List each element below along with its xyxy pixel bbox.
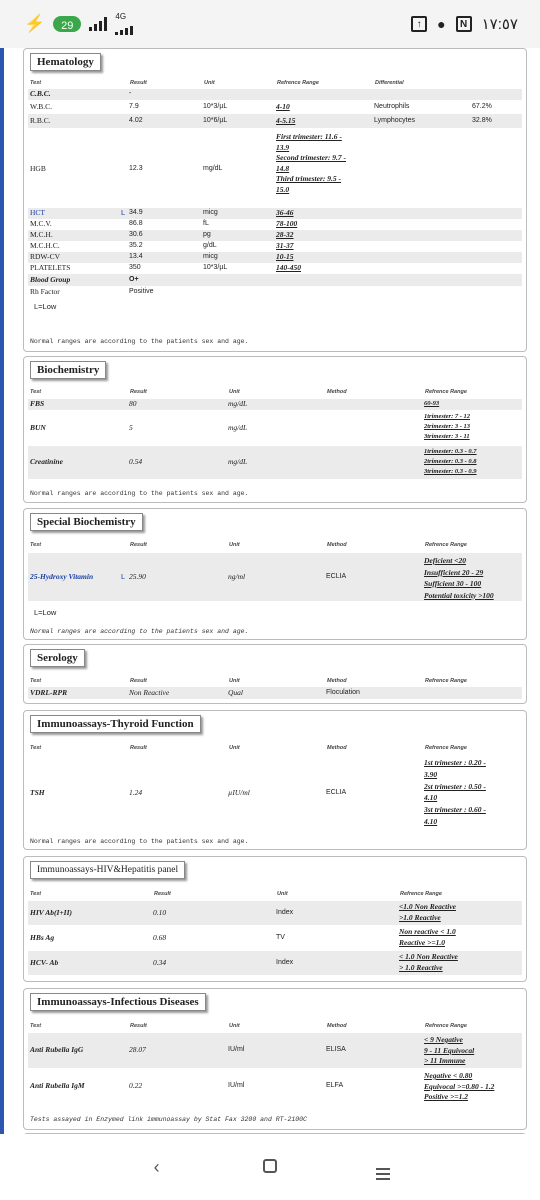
test-result: Positive <box>129 288 154 295</box>
test-name: M.C.H. <box>30 230 53 239</box>
table-row <box>28 89 522 100</box>
test-result: Non Reactive <box>129 688 170 697</box>
table-row <box>28 208 522 219</box>
table-row <box>28 411 522 445</box>
header-result: Result <box>130 678 147 684</box>
test-unit: micg <box>203 209 218 216</box>
menu-icon <box>376 1168 390 1180</box>
table-row <box>28 926 522 950</box>
test-range: 10-15 <box>276 252 294 261</box>
network-type: 4G <box>115 12 127 21</box>
test-method: ECLIA <box>326 789 347 796</box>
test-range: 36-46 <box>276 208 294 217</box>
section-title: Special Biochemistry <box>30 513 143 531</box>
test-name: FBS <box>30 399 45 408</box>
test-name: HBs Ag <box>30 933 55 942</box>
test-name: PLATELETS <box>30 263 71 272</box>
header-unit: Unit <box>229 745 240 751</box>
section-title: Serology <box>30 649 85 667</box>
test-range: Negative < 0.80 Equivocal >=0.80 - 1.2 Positive >=1.2 <box>424 1071 495 1101</box>
test-result: 1.24 <box>129 788 143 797</box>
header-method: Method <box>327 1023 347 1029</box>
header-unit: Unit <box>204 80 215 86</box>
header-method: Method <box>327 745 347 751</box>
test-result: 34.9 <box>129 209 143 216</box>
header-method: Method <box>327 542 347 548</box>
table-row <box>28 219 522 230</box>
test-result: 80 <box>129 399 137 408</box>
test-unit: TV <box>276 934 285 941</box>
test-range: Deficient <20 Insufficient 20 - 29 Sufficient 30 - 100 Potential toxicity >100 <box>424 556 494 600</box>
test-name: Anti Rubella IgM <box>30 1081 85 1090</box>
test-result: O+ <box>129 276 139 283</box>
clock: ١٧:٥٧ <box>481 16 518 33</box>
test-result: 35.2 <box>129 242 143 249</box>
legend-low: L=Low <box>34 302 57 311</box>
test-unit: IU/ml <box>228 1082 245 1089</box>
test-range: < 1.0 Non Reactive > 1.0 Reactive <box>399 952 458 972</box>
header-unit: Unit <box>229 542 240 548</box>
back-button[interactable]: ‹ <box>153 1156 160 1177</box>
test-unit: mg/dL <box>228 457 248 466</box>
header-test: Test <box>30 891 42 897</box>
table-row <box>28 951 522 975</box>
test-result: 350 <box>129 264 141 271</box>
header-test: Test <box>30 389 42 395</box>
table-row <box>28 230 522 241</box>
header-result: Result <box>130 542 147 548</box>
special-biochemistry-card <box>23 508 527 640</box>
header-unit: Unit <box>229 1023 240 1029</box>
table-row <box>28 252 522 263</box>
home-icon <box>263 1159 277 1173</box>
test-unit: IU/ml <box>228 1046 245 1053</box>
test-result: 0.34 <box>153 958 167 967</box>
test-range: Non reactive < 1.0 Reactive >=1.0 <box>399 927 456 947</box>
table-row <box>28 241 522 252</box>
hematology-card <box>23 48 527 352</box>
table-row <box>28 446 522 479</box>
battery-indicator: 29 <box>53 16 81 32</box>
test-unit: mg/dL <box>228 423 248 432</box>
test-result: 86.8 <box>129 220 143 227</box>
header-test: Test <box>30 678 42 684</box>
upload-icon: ↑ <box>411 16 427 32</box>
footnote: Normal ranges are according to the patients sex and age. <box>30 628 249 635</box>
test-name: Blood Group <box>30 275 71 284</box>
test-range: < 9 Negative 9 - 11 Equivocal > 11 Immune <box>424 1035 475 1065</box>
test-unit: 10*3/µL <box>203 103 228 110</box>
header-range: Refrence Range <box>425 678 467 684</box>
header-method: Method <box>327 389 347 395</box>
header-result: Result <box>130 389 147 395</box>
footnote: Tests assayed in Enzymed link immunoassay by Stat Fax 3200 and RT-2100C <box>30 1116 307 1123</box>
test-name: RDW-CV <box>30 252 60 261</box>
test-range: <1.0 Non Reactive >1.0 Reactive <box>399 902 456 922</box>
test-range: 1st trimester : 0.20 - 3.90 2st trimester : 0.50 - 4.10 3st trimester : 0.60 - 4.10 <box>424 758 486 826</box>
test-name: Rh Factor <box>30 287 60 296</box>
test-result: 0.22 <box>129 1081 143 1090</box>
header-result: Result <box>154 891 171 897</box>
test-unit: ng/ml <box>228 572 246 581</box>
recents-button[interactable] <box>363 1154 403 1180</box>
test-result: 12.3 <box>129 165 143 172</box>
test-result: 0.68 <box>153 933 167 942</box>
system-navigation-bar <box>0 1134 540 1200</box>
table-row <box>28 901 522 925</box>
header-method: Method <box>327 678 347 684</box>
differential-value: 32.8% <box>472 117 492 124</box>
thyroid-card <box>23 710 527 850</box>
test-range: 28-32 <box>276 230 294 239</box>
status-bar <box>0 0 540 48</box>
test-unit: fL <box>203 220 209 227</box>
table-row <box>28 286 522 298</box>
test-result: 25.90 <box>129 572 146 581</box>
header-unit: Unit <box>229 389 240 395</box>
header-unit: Unit <box>229 678 240 684</box>
test-unit: 10*3/µL <box>203 264 228 271</box>
signal-icon-2 <box>115 21 133 35</box>
section-title: Immunoassays-Thyroid Function <box>30 715 201 733</box>
test-method: ECLIA <box>326 573 347 580</box>
test-name: M.C.H.C. <box>30 241 60 250</box>
test-unit: mg/dL <box>203 165 223 172</box>
section-title: Hematology <box>30 53 101 71</box>
table-row <box>28 114 522 128</box>
test-unit: micg <box>203 253 218 260</box>
header-test: Test <box>30 1023 42 1029</box>
test-name: HIV Ab(I+II) <box>30 908 72 917</box>
header-range: Refrence Range <box>425 389 467 395</box>
test-range: 1trimester: 0.3 - 0.7 2trimester: 0.3 - 0.8 3trimester: 0.3 - 0.9 <box>424 448 477 475</box>
test-result: 7.9 <box>129 103 139 110</box>
section-title: Immunoassays-HIV&Hepatitis panel <box>30 861 185 879</box>
differential-value: 67.2% <box>472 103 492 110</box>
header-test: Test <box>30 542 42 548</box>
cbc-label: C.B.C. <box>30 89 51 98</box>
charging-icon: ⚡ <box>24 14 46 33</box>
test-result: 5 <box>129 423 133 432</box>
low-flag: L <box>121 572 126 581</box>
test-range: 4-10 <box>276 102 290 111</box>
table-row <box>28 755 522 829</box>
test-range: First trimester: 11.6 - 13.9 Second trimester: 9.7 - 14.8 Third trimester: 9.5 - 15.0 <box>276 132 346 194</box>
test-method: Floculation <box>326 689 360 696</box>
hiv-hepatitis-card <box>23 856 527 982</box>
test-range: 140-450 <box>276 263 301 272</box>
header-differential: Differential <box>375 80 404 86</box>
test-name: HCV- Ab <box>30 958 59 967</box>
footnote: Normal ranges are according to the patients sex and age. <box>30 338 249 345</box>
footnote: Normal ranges are according to the patients sex and age. <box>30 838 249 845</box>
header-test: Test <box>30 745 42 751</box>
header-range: Refrence Range <box>400 891 442 897</box>
footnote: Normal ranges are according to the patients sex and age. <box>30 490 249 497</box>
test-name: R.B.C. <box>30 116 51 125</box>
test-unit: µIU/ml <box>228 788 250 797</box>
test-unit: 10*6/µL <box>203 117 228 124</box>
table-row <box>28 100 522 114</box>
biochemistry-card <box>23 356 527 503</box>
test-name: VDRL-RPR <box>30 688 68 697</box>
cbc-result: - <box>129 90 132 97</box>
test-result: 4.02 <box>129 117 143 124</box>
header-range: Refrence Range <box>425 542 467 548</box>
table-row <box>28 1033 522 1068</box>
table-row <box>28 274 522 286</box>
differential-name: Lymphocytes <box>374 117 415 124</box>
header-unit: Unit <box>277 891 288 897</box>
infectious-diseases-card <box>23 988 527 1130</box>
test-name: BUN <box>30 423 46 432</box>
table-row <box>28 553 522 601</box>
header-range: Refrence Range <box>425 1023 467 1029</box>
test-name: Creatinine <box>30 457 63 466</box>
test-unit: Index <box>276 959 294 966</box>
header-range: Refrence Range <box>277 80 319 86</box>
table-row <box>28 1069 522 1105</box>
header-result: Result <box>130 1023 147 1029</box>
table-row <box>28 687 522 699</box>
test-range: 31-37 <box>276 241 294 250</box>
table-row <box>28 263 522 274</box>
signal-icon <box>89 17 107 31</box>
low-flag: L <box>121 208 126 217</box>
test-result: 0.10 <box>153 908 167 917</box>
test-range: 4-5.15 <box>276 116 296 125</box>
table-row <box>28 129 522 207</box>
test-unit: Index <box>276 909 294 916</box>
test-result: 13.4 <box>129 253 143 260</box>
header-result: Result <box>130 745 147 751</box>
test-unit: Qual <box>228 688 243 697</box>
test-method: ELISA <box>326 1046 346 1053</box>
test-name: TSH <box>30 788 45 797</box>
test-name: HGB <box>30 164 46 173</box>
test-name: Anti Rubella IgG <box>30 1045 84 1054</box>
legend-low: L=Low <box>34 608 57 617</box>
test-result: 28.07 <box>129 1045 146 1054</box>
test-unit: mg/dL <box>228 399 248 408</box>
test-name: 25-Hydroxy Vitamin <box>30 572 94 581</box>
serology-card <box>23 644 527 704</box>
test-range: 60-93 <box>424 400 440 407</box>
differential-name: Neutrophils <box>374 103 410 110</box>
test-method: ELFA <box>326 1082 344 1089</box>
test-range: 1trimester: 7 - 12 2trimester: 3 - 13 3trimester: 3 - 11 <box>424 413 471 440</box>
test-name: M.C.V. <box>30 219 52 228</box>
section-title: Immunoassays-Infectious Diseases <box>30 993 206 1011</box>
test-result: 0.54 <box>129 457 143 466</box>
test-unit: pg <box>203 231 211 238</box>
app-icon: ● <box>437 16 446 32</box>
test-name: HCT <box>30 208 45 217</box>
test-range: 78-100 <box>276 219 298 228</box>
header-test: Test <box>30 80 42 86</box>
test-unit: g/dL <box>203 242 217 249</box>
lab-report[interactable] <box>0 48 540 1134</box>
test-result: 30.6 <box>129 231 143 238</box>
section-title: Biochemistry <box>30 361 106 379</box>
table-row <box>28 399 522 410</box>
header-range: Refrence Range <box>425 745 467 751</box>
header-result: Result <box>130 80 147 86</box>
test-name: W.B.C. <box>30 102 53 111</box>
nfc-icon: N <box>456 16 472 32</box>
home-button[interactable] <box>250 1157 290 1178</box>
